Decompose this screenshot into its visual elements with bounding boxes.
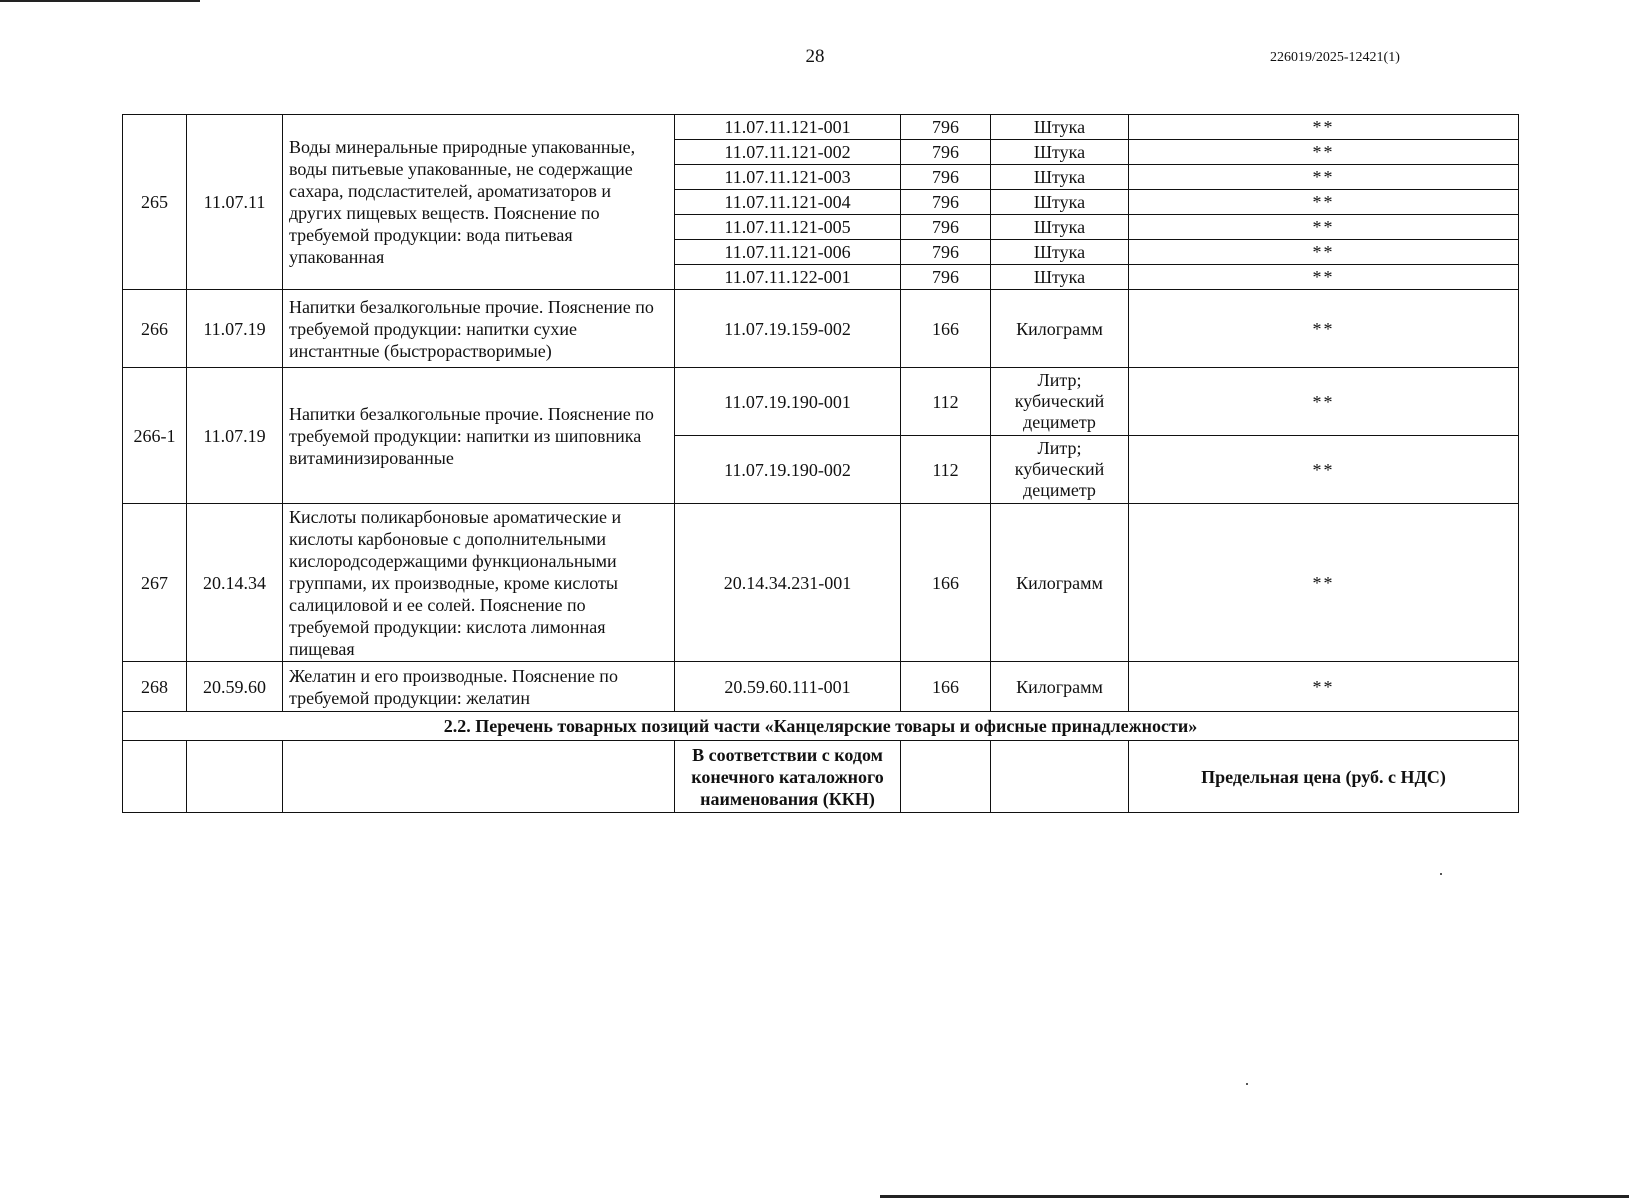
ktn-code: 11.07.11.121-003 — [675, 165, 901, 190]
ktn-code: 11.07.11.121-002 — [675, 140, 901, 165]
table-body — [123, 115, 1519, 712]
unit-name: Литр; кубический дециметр — [991, 368, 1129, 436]
max-price: ** — [1129, 265, 1519, 290]
item-description: Воды минеральные природные упакованные, воды питьевые упакованные, не содержащие сахара, подсластителей, ароматизаторов и других пищевых веществ. Пояснение по требуемой продукции: вода питьевая упакованная — [283, 115, 675, 290]
table-row — [123, 115, 1519, 140]
section-title: 2.2. Перечень товарных позиций части «Канцелярские товары и офисные принадлежности» — [123, 712, 1519, 741]
max-price: ** — [1129, 215, 1519, 240]
row-number: 268 — [123, 662, 187, 712]
document-id: 226019/2025-12421(1) — [1270, 50, 1400, 65]
okei-code: 112 — [901, 436, 991, 504]
okpd-code: 20.14.34 — [187, 504, 283, 662]
ktn-code: 11.07.19.190-001 — [675, 368, 901, 436]
table-row — [123, 662, 1519, 712]
scan-speck — [1440, 873, 1442, 875]
header-cell-okpd — [187, 741, 283, 813]
unit-name: Штука — [991, 265, 1129, 290]
header-cell-num — [123, 741, 187, 813]
section-title-row — [123, 712, 1519, 741]
unit-name: Штука — [991, 140, 1129, 165]
ktn-code: 11.07.11.121-004 — [675, 190, 901, 215]
max-price: ** — [1129, 165, 1519, 190]
okpd-code: 20.59.60 — [187, 662, 283, 712]
table-row — [123, 504, 1519, 662]
section-block — [123, 712, 1519, 813]
scan-speck — [1246, 1083, 1248, 1085]
unit-name: Штука — [991, 240, 1129, 265]
ktn-code: 11.07.19.190-002 — [675, 436, 901, 504]
scan-edge-mark-bottom — [880, 1195, 1629, 1198]
max-price: ** — [1129, 240, 1519, 265]
okei-code: 112 — [901, 368, 991, 436]
unit-name: Килограмм — [991, 290, 1129, 368]
item-description: Кислоты поликарбоновые ароматические и кислоты карбоновые с дополнительными кислородсодержащими функциональными группами, их производные, кроме кислоты салициловой и ее солей. Пояснение по требуемой продукции: кислота лимонная пищевая — [283, 504, 675, 662]
okei-code: 796 — [901, 265, 991, 290]
table-row — [123, 290, 1519, 368]
item-description: Желатин и его производные. Пояснение по требуемой продукции: желатин — [283, 662, 675, 712]
ktn-code: 11.07.11.121-001 — [675, 115, 901, 140]
row-number: 266 — [123, 290, 187, 368]
okei-code: 796 — [901, 215, 991, 240]
okei-code: 796 — [901, 115, 991, 140]
okei-code: 796 — [901, 140, 991, 165]
max-price: ** — [1129, 190, 1519, 215]
ktn-code: 11.07.11.121-006 — [675, 240, 901, 265]
header-cell-code — [901, 741, 991, 813]
unit-name: Штука — [991, 215, 1129, 240]
max-price: ** — [1129, 436, 1519, 504]
max-price: ** — [1129, 290, 1519, 368]
okei-code: 796 — [901, 190, 991, 215]
unit-name: Штука — [991, 165, 1129, 190]
max-price: ** — [1129, 504, 1519, 662]
unit-name: Килограмм — [991, 662, 1129, 712]
section-header-row — [123, 741, 1519, 813]
row-number: 267 — [123, 504, 187, 662]
ktn-code: 11.07.11.122-001 — [675, 265, 901, 290]
ktn-code: 11.07.19.159-002 — [675, 290, 901, 368]
max-price: ** — [1129, 140, 1519, 165]
max-price: ** — [1129, 662, 1519, 712]
item-description: Напитки безалкогольные прочие. Пояснение по требуемой продукции: напитки из шиповника витаминизированные — [283, 368, 675, 504]
unit-name: Литр; кубический дециметр — [991, 436, 1129, 504]
max-price: ** — [1129, 368, 1519, 436]
header-cell-description — [283, 741, 675, 813]
okei-code: 796 — [901, 165, 991, 190]
item-description: Напитки безалкогольные прочие. Пояснение по требуемой продукции: напитки сухие инстантные (быстрорастворимые) — [283, 290, 675, 368]
row-number: 265 — [123, 115, 187, 290]
okpd-code: 11.07.19 — [187, 368, 283, 504]
okei-code: 166 — [901, 662, 991, 712]
okpd-code: 11.07.19 — [187, 290, 283, 368]
header-ktn: В соответствии с кодом конечного каталожного наименования (ККН) — [675, 741, 901, 813]
table-row — [123, 368, 1519, 436]
page-number: 28 — [805, 46, 825, 67]
unit-name: Штука — [991, 190, 1129, 215]
ktn-code: 20.14.34.231-001 — [675, 504, 901, 662]
okei-code: 166 — [901, 290, 991, 368]
ktn-code: 11.07.11.121-005 — [675, 215, 901, 240]
ktn-code: 20.59.60.111-001 — [675, 662, 901, 712]
okei-code: 166 — [901, 504, 991, 662]
unit-name: Килограмм — [991, 504, 1129, 662]
header-cell-unit — [991, 741, 1129, 813]
header-price: Предельная цена (руб. с НДС) — [1129, 741, 1519, 813]
procurement-table — [122, 114, 1519, 813]
scan-edge-mark — [0, 0, 200, 2]
okei-code: 796 — [901, 240, 991, 265]
unit-name: Штука — [991, 115, 1129, 140]
row-number: 266-1 — [123, 368, 187, 504]
okpd-code: 11.07.11 — [187, 115, 283, 290]
max-price: ** — [1129, 115, 1519, 140]
